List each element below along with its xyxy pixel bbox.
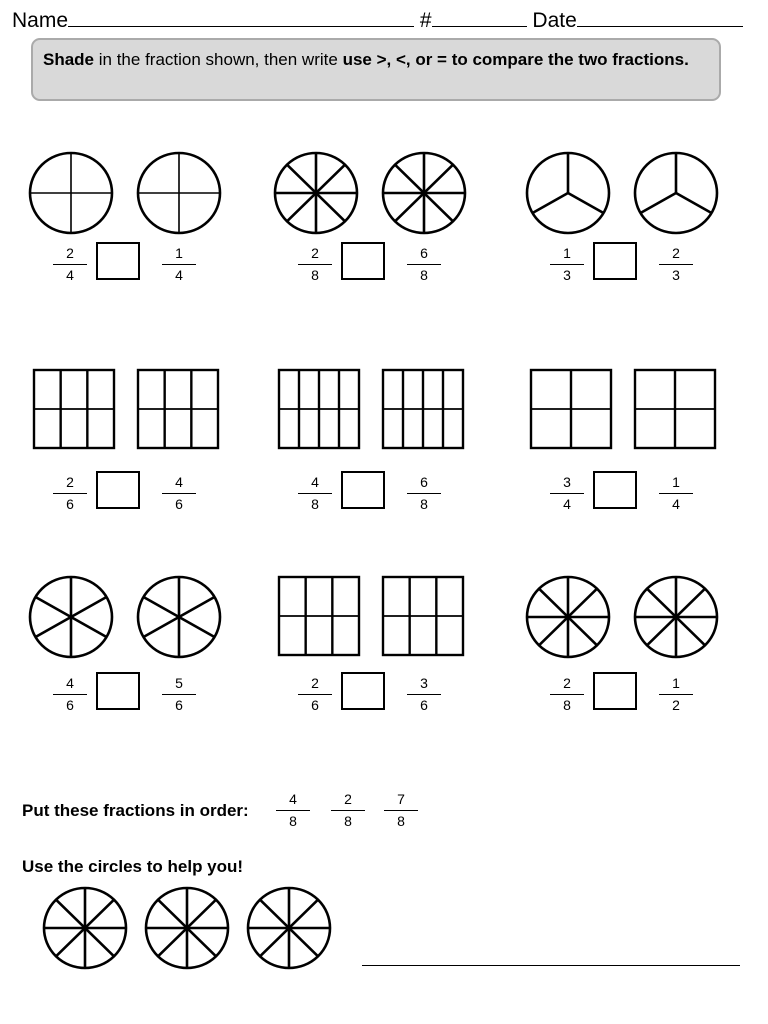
fraction-rect-left[interactable] [531, 370, 611, 448]
numerator: 2 [298, 675, 332, 695]
denominator: 6 [175, 496, 183, 512]
denominator: 8 [397, 813, 405, 829]
numerator: 2 [298, 245, 332, 265]
numerator: 2 [53, 474, 87, 494]
denominator: 3 [563, 267, 571, 283]
numerator: 2 [550, 675, 584, 695]
denominator: 6 [66, 496, 74, 512]
denominator: 4 [175, 267, 183, 283]
fraction-circle-right[interactable] [635, 577, 717, 657]
fraction-circle-left[interactable] [527, 153, 609, 233]
right-fraction [407, 474, 441, 513]
fraction-rect-right[interactable] [383, 370, 463, 448]
numerator: 5 [162, 675, 196, 695]
numerator: 6 [407, 245, 441, 265]
fraction-rect-left[interactable] [34, 370, 114, 448]
numerator: 3 [407, 675, 441, 695]
comparison-answer-box[interactable] [341, 471, 385, 509]
denominator: 6 [175, 697, 183, 713]
fraction-circle-left[interactable] [30, 153, 112, 233]
fraction-circle-right[interactable] [138, 153, 220, 233]
denominator: 8 [311, 496, 319, 512]
numerator: 4 [298, 474, 332, 494]
left-fraction [298, 474, 332, 513]
instructions-bold-shade: Shade [43, 50, 95, 69]
order-answer-line[interactable] [362, 965, 740, 966]
fraction-rect-right[interactable] [138, 370, 218, 448]
denominator: 4 [563, 496, 571, 512]
right-fraction [162, 474, 196, 513]
left-fraction [550, 245, 584, 284]
right-fraction [162, 245, 196, 284]
denominator: 4 [66, 267, 74, 283]
left-fraction [298, 675, 332, 714]
fraction-rect-right[interactable] [383, 577, 463, 655]
comparison-answer-box[interactable] [593, 672, 637, 710]
numerator: 2 [659, 245, 693, 265]
left-fraction [298, 245, 332, 284]
fraction-circle-right[interactable] [138, 577, 220, 657]
numerator: 4 [162, 474, 196, 494]
denominator: 8 [420, 496, 428, 512]
left-fraction [53, 245, 87, 284]
denominator: 6 [66, 697, 74, 713]
numerator: 6 [407, 474, 441, 494]
numerator: 1 [550, 245, 584, 265]
numerator: 2 [53, 245, 87, 265]
order-fraction [384, 791, 418, 830]
fraction-circle-right[interactable] [383, 153, 465, 233]
order-label: Put these fractions in order: [22, 801, 249, 820]
numerator: 7 [384, 791, 418, 811]
right-fraction [659, 675, 693, 714]
fraction-rect-right[interactable] [635, 370, 715, 448]
comparison-answer-box[interactable] [96, 672, 140, 710]
numerator: 4 [276, 791, 310, 811]
denominator: 8 [420, 267, 428, 283]
right-fraction [659, 474, 693, 513]
fraction-rect-left[interactable] [279, 577, 359, 655]
fraction-circle-left[interactable] [527, 577, 609, 657]
left-fraction [550, 675, 584, 714]
left-fraction [53, 474, 87, 513]
right-fraction [659, 245, 693, 284]
comparison-answer-box[interactable] [341, 672, 385, 710]
denominator: 8 [344, 813, 352, 829]
instructions-text: in the fraction shown, then write [94, 50, 343, 69]
denominator: 6 [311, 697, 319, 713]
fraction-circle-right[interactable] [635, 153, 717, 233]
helper-circle[interactable] [44, 888, 126, 968]
denominator: 3 [672, 267, 680, 283]
name-label: Name [12, 9, 69, 32]
fraction-circle-left[interactable] [275, 153, 357, 233]
fraction-rect-left[interactable] [279, 370, 359, 448]
right-fraction [407, 245, 441, 284]
denominator: 8 [563, 697, 571, 713]
right-fraction [407, 675, 441, 714]
numerator: 1 [162, 245, 196, 265]
right-fraction [162, 675, 196, 714]
helper-label: Use the circles to help you! [22, 857, 244, 876]
numerator: 1 [659, 474, 693, 494]
left-fraction [550, 474, 584, 513]
denominator: 6 [420, 697, 428, 713]
comparison-answer-box[interactable] [341, 242, 385, 280]
comparison-answer-box[interactable] [96, 242, 140, 280]
comparison-answer-box[interactable] [593, 242, 637, 280]
denominator: 8 [289, 813, 297, 829]
denominator: 8 [311, 267, 319, 283]
numerator: 4 [53, 675, 87, 695]
number-label: # [419, 9, 432, 32]
instructions-bold-compare: use >, <, or = to compare the two fractions. [342, 50, 689, 69]
order-fraction [331, 791, 365, 830]
date-label: Date [532, 9, 577, 32]
comparison-answer-box[interactable] [593, 471, 637, 509]
helper-circle[interactable] [248, 888, 330, 968]
numerator: 1 [659, 675, 693, 695]
fraction-circle-left[interactable] [30, 577, 112, 657]
left-fraction [53, 675, 87, 714]
order-fraction [276, 791, 310, 830]
denominator: 2 [672, 697, 680, 713]
helper-circle[interactable] [146, 888, 228, 968]
numerator: 3 [550, 474, 584, 494]
comparison-answer-box[interactable] [96, 471, 140, 509]
denominator: 4 [672, 496, 680, 512]
numerator: 2 [331, 791, 365, 811]
